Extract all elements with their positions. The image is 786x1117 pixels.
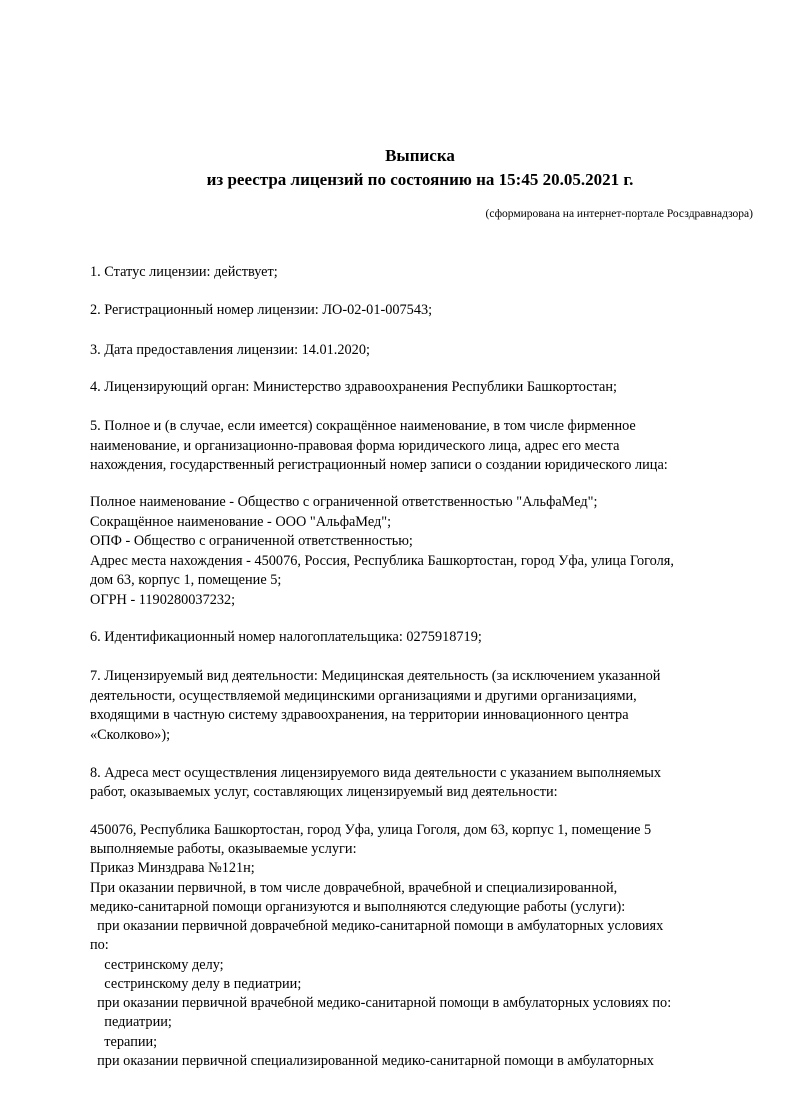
item-8-line: 8. Адреса мест осуществления лицензируемого вида деятельности с указанием выполняемых [90,765,662,781]
short-name: Сокращённое наименование - ООО "АльфаМед"; [90,514,392,530]
works-line: терапии; [90,1034,158,1050]
works-line: при оказании первичной специализированной медико-санитарной помощи в амбулаторных [90,1053,654,1069]
works-line: сестринскому делу в педиатрии; [90,976,302,992]
item-5-line: 5. Полное и (в случае, если имеется) сокращённое наименование, в том числе фирменное [90,418,636,434]
item-5-line: наименование, и организационно-правовая форма юридического лица, адрес его места [90,438,620,454]
works-line: педиатрии; [90,1014,172,1030]
works-line: При оказании первичной, в том числе доврачебной, врачебной и специализированной, [90,880,618,896]
item-7-line: входящими в частную систему здравоохранения, на территории инновационного центра [90,707,629,723]
works-line: при оказании первичной врачебной медико-санитарной помощи в амбулаторных условиях по: [90,995,672,1011]
works-line: при оказании первичной доврачебной медико-санитарной помощи в амбулаторных условиях [90,918,664,934]
license-status: 1. Статус лицензии: действует; [90,264,278,280]
item-8-line: работ, оказываемых услуг, составляющих лицензируемый вид деятельности: [90,784,558,800]
item-5-line: нахождения, государственный регистрационный номер записи о создании юридического лица: [90,457,668,473]
registration-number: 2. Регистрационный номер лицензии: ЛО-02-01-007543; [90,302,433,318]
address-line: Адрес места нахождения - 450076, Россия, Республика Башкортостан, город Уфа, улица Гоголя, [90,553,674,569]
works-line: сестринскому делу; [90,957,224,973]
issue-date: 3. Дата предоставления лицензии: 14.01.2020; [90,342,370,358]
works-line: по: [90,937,109,953]
item-7-line: деятельности, осуществляемой медицинскими организациями и другими организациями, [90,688,637,704]
address-line: дом 63, корпус 1, помещение 5; [90,572,282,588]
full-name: Полное наименование - Общество с ограниченной ответственностью "АльфаМед"; [90,494,598,510]
item-7-line: 7. Лицензируемый вид деятельности: Медицинская деятельность (за исключением указанной [90,668,661,684]
legal-form: ОПФ - Общество с ограниченной ответственностью; [90,533,413,549]
generation-note: (сформирована на интернет-портале Росздравнадзора) [485,208,753,220]
activity-address: 450076, Республика Башкортостан, город Уфа, улица Гоголя, дом 63, корпус 1, помещение 5 [90,822,652,838]
inn: 6. Идентификационный номер налогоплательщика: 0275918719; [90,629,482,645]
order-reference: Приказ Минздрава №121н; [90,860,255,876]
item-7-line: «Сколково»); [90,727,171,743]
works-heading: выполняемые работы, оказываемые услуги: [90,841,357,857]
works-line: медико-санитарной помощи организуются и выполняются следующие работы (услуги): [90,899,626,915]
licensing-authority: 4. Лицензирующий орган: Министерство здравоохранения Республики Башкортостан; [90,379,618,395]
ogrn: ОГРН - 1190280037232; [90,592,236,608]
document-title: Выписка [385,146,455,165]
document-subtitle: из реестра лицензий по состоянию на 15:45 20.05.2021 г. [206,170,634,189]
